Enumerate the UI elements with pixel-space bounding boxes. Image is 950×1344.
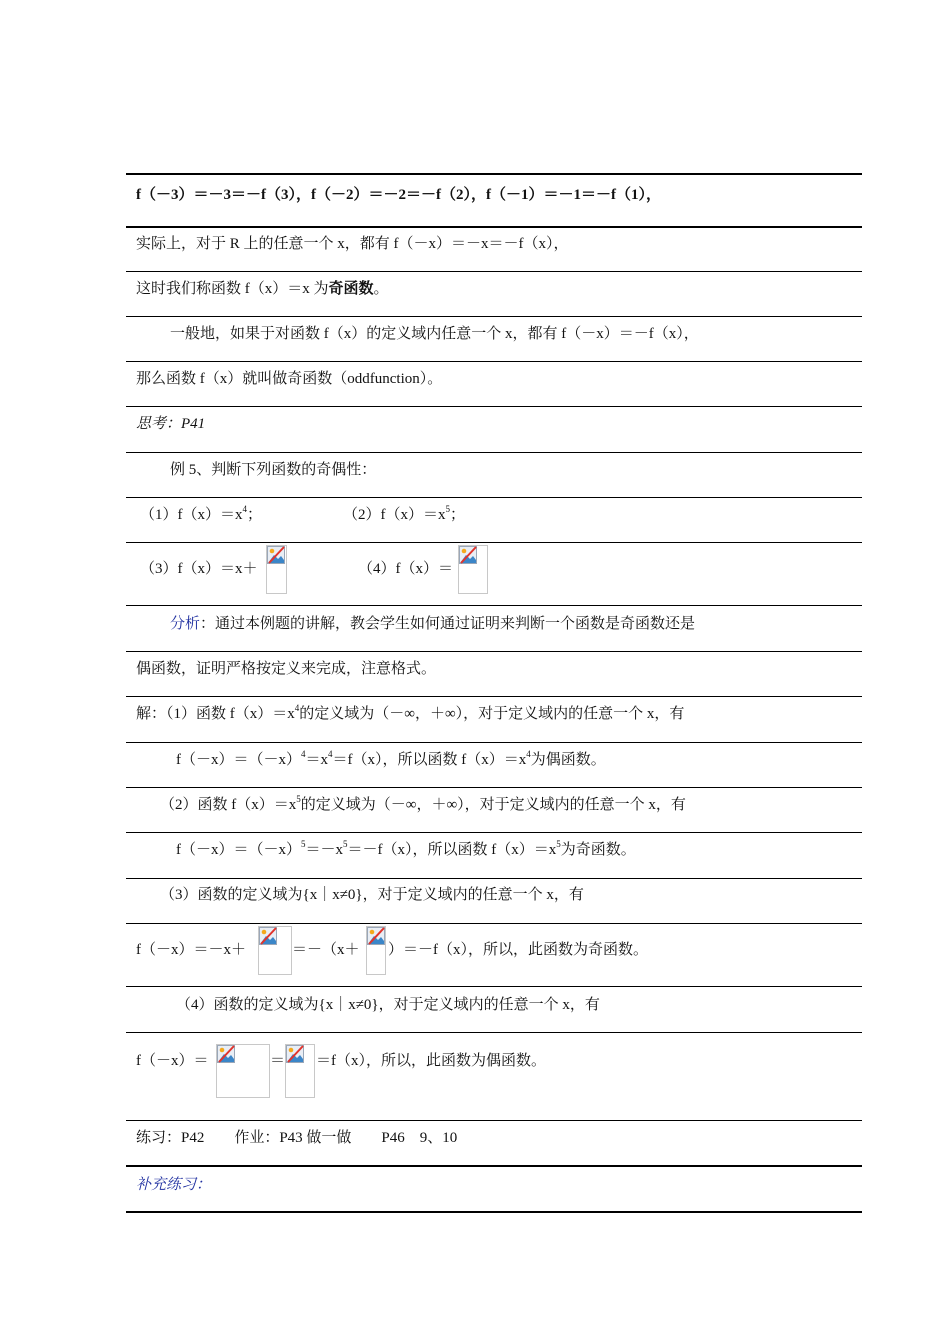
formula-image <box>258 926 292 975</box>
exponent: 4 <box>328 749 333 759</box>
text-segment: 为奇函数。 <box>560 842 636 858</box>
table-rule <box>126 173 862 175</box>
text-segment: （2）函数 f（x）＝x <box>160 797 297 813</box>
broken-image-icon <box>367 927 385 945</box>
table-rule <box>126 787 862 788</box>
problem-1 <box>140 505 262 525</box>
table-rule <box>126 605 862 606</box>
table-rule <box>126 1120 862 1121</box>
problem-2 <box>343 505 465 525</box>
text-segment: ＝x <box>305 752 329 768</box>
table-rule <box>126 542 862 543</box>
text-line: 偶函数，证明严格按定义来完成，注意格式。 <box>136 661 437 677</box>
table-rule <box>126 226 862 228</box>
solution-4-proof-b: ＝ <box>270 1053 286 1069</box>
text-segment: （2）f（x）＝x <box>343 507 446 523</box>
solution-3-proof-c: ）＝－f（x），所以，此函数为奇函数。 <box>388 942 648 958</box>
solution-3-line: （3）函数的定义域为{x｜x≠0}，对于定义域内的任意一个 x，有 <box>160 887 584 903</box>
analysis-line <box>170 614 695 634</box>
exponent: 4 <box>242 504 247 514</box>
formula-image <box>366 926 386 975</box>
table-rule <box>126 271 862 272</box>
text-line: 那么函数 f（x）就叫做奇函数（oddfunction）。 <box>136 371 443 387</box>
text-segment: 解：（1）函数 f（x）＝x <box>136 706 295 722</box>
analysis-label: 分析 <box>170 616 201 632</box>
formula-image <box>216 1044 270 1098</box>
text-segment: ； <box>450 507 466 523</box>
text-segment: 的定义域为（－∞，＋∞），对于定义域内的任意一个 x，有 <box>299 706 685 722</box>
exponent: 5 <box>556 839 561 849</box>
text-segment: 这时我们称函数 f（x）＝x 为 <box>136 281 329 297</box>
text-line: 一般地，如果于对函数 f（x）的定义域内任意一个 x，都有 f（－x）＝－f（x）， <box>170 326 699 342</box>
solution-3-proof-a: f（－x）＝－x＋ <box>136 942 246 958</box>
example-heading: 例 5、判断下列函数的奇偶性： <box>170 462 377 478</box>
solution-1-proof <box>176 750 606 770</box>
text-segment: （1）f（x）＝x <box>140 507 243 523</box>
text-segment: ＝－x <box>305 842 344 858</box>
table-rule <box>126 1165 862 1167</box>
solution-4-proof-c: ＝f（x），所以，此函数为偶函数。 <box>316 1053 546 1069</box>
table-rule <box>126 878 862 879</box>
solution-4-proof-a: f（－x）＝ <box>136 1053 209 1069</box>
table-rule <box>126 316 862 317</box>
table-rule <box>126 986 862 987</box>
exponent: 4 <box>301 749 306 759</box>
text-segment: f（－x）＝（－x） <box>176 842 301 858</box>
formula-image <box>285 1044 315 1098</box>
equation-line: f（－3）＝－3＝－f（3），f（－2）＝－2＝－f（2），f（－1）＝－1＝－f（1）， <box>136 187 661 203</box>
table-rule <box>126 742 862 743</box>
table-rule <box>126 497 862 498</box>
table-rule <box>126 696 862 697</box>
solution-4-line: （4）函数的定义域为{x｜x≠0}，对于定义域内的任意一个 x，有 <box>176 997 600 1013</box>
problem-3: （3）f（x）＝x＋ <box>140 561 258 577</box>
practice-line: 练习：P42 作业：P43 做一做 P46 9、10 <box>136 1130 458 1146</box>
table-rule <box>126 452 862 453</box>
broken-image-icon <box>259 927 277 945</box>
exponent: 4 <box>294 703 300 713</box>
table-rule <box>126 832 862 833</box>
text-segment: 。 <box>373 281 389 297</box>
table-rule <box>126 361 862 362</box>
table-rule <box>126 1032 862 1033</box>
solution-3-proof-b: ＝－（x＋ <box>292 942 360 958</box>
text-segment: ＝f（x），所以函数 f（x）＝x <box>332 752 527 768</box>
text-segment: f（－x）＝（－x） <box>176 752 301 768</box>
text-segment: 为偶函数。 <box>530 752 606 768</box>
problem-4: （4）f（x）＝ <box>358 561 453 577</box>
exponent: 5 <box>343 839 348 849</box>
broken-image-icon <box>459 546 477 564</box>
formula-image <box>458 545 488 594</box>
broken-image-icon <box>267 546 285 564</box>
text-line: 实际上，对于 R 上的任意一个 x，都有 f（－x）＝－x＝－f（x）， <box>136 236 569 252</box>
table-rule <box>126 406 862 407</box>
solution-1-line <box>136 704 684 724</box>
exponent: 5 <box>296 794 301 804</box>
exponent: 5 <box>301 839 306 849</box>
text-segment: ＝－f（x），所以函数 f（x）＝x <box>347 842 557 858</box>
solution-2-line <box>160 795 686 815</box>
table-rule <box>126 1211 862 1213</box>
supplementary-label: 补充练习： <box>136 1177 212 1193</box>
exponent: 5 <box>445 504 450 514</box>
exponent: 4 <box>526 749 531 759</box>
table-rule <box>126 923 862 924</box>
text-segment: ； <box>247 507 263 523</box>
solution-2-proof <box>176 840 636 860</box>
table-rule <box>126 651 862 652</box>
formula-image <box>266 545 287 594</box>
text-line <box>136 279 389 299</box>
text-segment: ：通过本例题的讲解，教会学生如何通过证明来判断一个函数是奇函数还是 <box>200 616 696 632</box>
broken-image-icon <box>286 1045 304 1063</box>
broken-image-icon <box>217 1045 235 1063</box>
text-segment: 的定义域为（－∞，＋∞），对于定义域内的任意一个 x，有 <box>300 797 686 813</box>
bold-term: 奇函数 <box>328 281 374 297</box>
think-label: 思考：P41 <box>136 416 206 432</box>
